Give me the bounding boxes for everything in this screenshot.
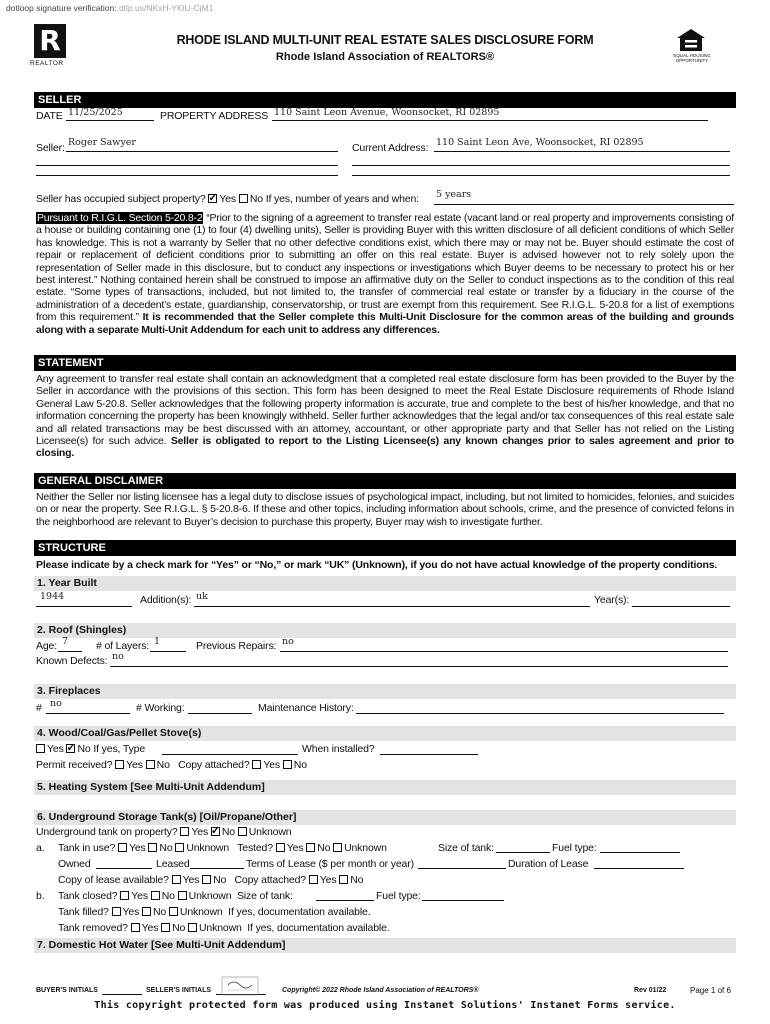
roof-layers-value: 1 bbox=[154, 636, 161, 647]
permit-label: Permit received? bbox=[36, 759, 113, 771]
closed-fuel-label: Fuel type: bbox=[376, 890, 421, 902]
tank-property-no-checkbox[interactable] bbox=[211, 827, 220, 836]
seller-initials-label: SELLER'S INITIALS bbox=[146, 987, 212, 994]
additions-field[interactable] bbox=[194, 592, 590, 607]
closed-no-label: No bbox=[161, 890, 175, 902]
seller-header: SELLER bbox=[34, 92, 736, 108]
copy-attached-label: Copy attached? bbox=[178, 759, 250, 771]
structure-header: STRUCTURE bbox=[34, 540, 736, 556]
pursuant-highlight: Pursuant to R.I.G.L. Section 5-20.8-2 bbox=[37, 212, 203, 224]
tank-a-label: a. bbox=[36, 842, 45, 854]
addition-years-field[interactable] bbox=[632, 592, 730, 607]
roof-defects-label: Known Defects: bbox=[36, 655, 108, 667]
lease-available-yes-checkbox[interactable] bbox=[172, 875, 181, 884]
tested-yes-checkbox[interactable] bbox=[276, 843, 285, 852]
roof-heading: 2. Roof (Shingles) bbox=[34, 623, 736, 638]
current-address-value: 110 Saint Leon Ave, Woonsocket, RI 02895 bbox=[436, 137, 644, 148]
additions-label: Addition(s): bbox=[140, 594, 192, 606]
fireplace-count-value: no bbox=[50, 698, 62, 709]
years-value: 5 years bbox=[436, 189, 472, 200]
roof-age-value: 7 bbox=[62, 636, 69, 647]
seller-name-value: Roger Sawyer bbox=[68, 137, 136, 148]
in-use-unknown-checkbox[interactable] bbox=[175, 843, 184, 852]
filled-no-label: No bbox=[152, 906, 167, 918]
lease-available-no-label: No bbox=[213, 874, 227, 886]
fireplace-working-field[interactable] bbox=[188, 699, 252, 714]
filled-unknown-checkbox[interactable] bbox=[169, 907, 178, 916]
closed-fuel-field[interactable] bbox=[422, 887, 504, 901]
occupied-yes-label: Yes bbox=[219, 193, 237, 205]
permit-no-checkbox[interactable] bbox=[146, 760, 155, 769]
verification-label: dotloop signature verification: bbox=[6, 3, 117, 13]
roof-layers-label: # of Layers: bbox=[96, 640, 150, 652]
tank-size-label: Size of tank: bbox=[438, 842, 494, 854]
closed-unknown-label: Unknown bbox=[188, 890, 232, 902]
closed-yes-label: Yes bbox=[131, 890, 148, 902]
tested-yes-label: Yes bbox=[286, 842, 304, 854]
closed-size-field[interactable] bbox=[316, 887, 374, 901]
lease-terms-label: Terms of Lease ($ per month or year) bbox=[246, 858, 414, 870]
tanks-row-lease-copy bbox=[58, 874, 363, 886]
tank-size-field[interactable] bbox=[496, 839, 550, 853]
tank-in-use-label: Tank in use? bbox=[58, 842, 116, 854]
realtor-logo-icon: R bbox=[34, 24, 66, 58]
seller-initials-stamp-icon bbox=[220, 975, 260, 999]
fireplaces-heading: 3. Fireplaces bbox=[34, 684, 736, 699]
tested-no-checkbox[interactable] bbox=[306, 843, 315, 852]
filled-unknown-label: Unknown bbox=[179, 906, 223, 918]
statement-paragraph bbox=[36, 373, 734, 460]
roof-age-label: Age: bbox=[36, 640, 57, 652]
fireplace-working-label: # Working: bbox=[136, 702, 185, 714]
current-address-label: Current Address: bbox=[352, 142, 429, 154]
form-subtitle: Rhode Island Association of REALTORS® bbox=[275, 51, 495, 63]
statement-header: STATEMENT bbox=[34, 355, 736, 371]
tanks-row-filled bbox=[58, 906, 370, 918]
occupied-no-label: No If yes, number of years and when: bbox=[249, 193, 419, 205]
tanks-row-on-property bbox=[36, 826, 291, 838]
lease-attached-yes-label: Yes bbox=[319, 874, 337, 886]
in-use-no-checkbox[interactable] bbox=[148, 843, 157, 852]
lease-attached-yes-checkbox[interactable] bbox=[309, 875, 318, 884]
occupied-row bbox=[36, 193, 419, 205]
tank-filled-label: Tank filled? bbox=[58, 906, 109, 918]
tank-closed-label: Tank closed? bbox=[58, 890, 118, 902]
roof-repairs-label: Previous Repairs: bbox=[196, 640, 277, 652]
seller-extra-line-1[interactable] bbox=[36, 160, 338, 166]
tested-no-label: No bbox=[317, 842, 331, 854]
address-extra-line-2[interactable] bbox=[352, 170, 730, 176]
filled-doc-label: If yes, documentation available. bbox=[228, 906, 371, 918]
occupied-label: Seller has occupied subject property? bbox=[36, 193, 206, 205]
tank-property-yes-label: Yes bbox=[191, 826, 209, 838]
copy-yes-label: Yes bbox=[263, 759, 280, 771]
copy-no-label: No bbox=[293, 759, 307, 771]
removed-unknown-checkbox[interactable] bbox=[188, 923, 197, 932]
tanks-row-a1 bbox=[58, 842, 387, 854]
stoves-heading: 4. Wood/Coal/Gas/Pellet Stove(s) bbox=[34, 726, 736, 741]
stove-installed-label: When installed? bbox=[302, 743, 375, 755]
stove-type-field[interactable] bbox=[162, 740, 298, 755]
address-extra-line-1[interactable] bbox=[352, 160, 730, 166]
tank-property-yes-checkbox[interactable] bbox=[180, 827, 189, 836]
heating-heading: 5. Heating System [See Multi-Unit Addendum] bbox=[34, 780, 736, 795]
instanet-notice: This copyright protected form was produced using Instanet Solutions' Instanet Forms service. bbox=[94, 1000, 676, 1011]
disclaimer-paragraph: Neither the Seller nor listing licensee has a legal duty to disclose issues of psychological impact, including, but not limited to homicides, felonies, and suicides on or near the property. See R.I.G.L. § 5-20.8-6. If these and other topics, including information about schools, crime, and the presence of convicted felons in the neighborhood are relevant to Buyer’s decision to purchase this property, Buyer may wish to investigate further. bbox=[36, 491, 734, 528]
occupied-no-checkbox[interactable] bbox=[239, 194, 248, 203]
closed-no-checkbox[interactable] bbox=[151, 891, 160, 900]
tanks-row-closed bbox=[58, 890, 293, 902]
equal-housing-caption: EQUAL HOUSING OPPORTUNITY bbox=[673, 53, 711, 63]
lease-copy-attached-label: Copy attached? bbox=[234, 874, 306, 886]
pursuant-paragraph bbox=[36, 212, 734, 336]
dotloop-verification bbox=[6, 3, 213, 13]
structure-instruction: Please indicate by a check mark for “Yes” or “No,” or mark “UK” (Unknown), if you do not have actual knowledge of the property conditions. bbox=[36, 559, 718, 571]
closed-size-label: Size of tank: bbox=[236, 890, 293, 902]
maintenance-history-label: Maintenance History: bbox=[258, 702, 354, 714]
date-label: DATE bbox=[36, 110, 63, 122]
lease-attached-no-checkbox[interactable] bbox=[339, 875, 348, 884]
closed-yes-checkbox[interactable] bbox=[120, 891, 129, 900]
hot-water-heading: 7. Domestic Hot Water [See Multi-Unit Addendum] bbox=[34, 938, 736, 953]
page-number: Page 1 of 6 bbox=[690, 986, 731, 995]
tank-property-unknown-checkbox[interactable] bbox=[238, 827, 247, 836]
filled-no-checkbox[interactable] bbox=[142, 907, 151, 916]
verification-url[interactable]: dtlp.us/NKsH-YKlU-CjM1 bbox=[118, 3, 214, 13]
permit-yes-checkbox[interactable] bbox=[115, 760, 124, 769]
in-use-yes-label: Yes bbox=[128, 842, 146, 854]
property-address-value: 110 Saint Leon Avenue, Woonsocket, RI 02895 bbox=[274, 107, 500, 118]
fireplace-count-label: # bbox=[36, 702, 42, 714]
filled-yes-checkbox[interactable] bbox=[112, 907, 121, 916]
pursuant-text: “Prior to the signing of a agreement to transfer real estate (vacant land or real property and improvements consisting of a house or building containing one (1) to four (4) dwelling units), Seller is providing Buyer with this written disclosure of all deficient conditions of which Seller has knowledge. This is not a warranty by Seller that no other defective conditions exist, which there may or may not be. Buyer should estimate the cost of repair or replacement of deficient conditions prior to submitting an offer on this real estate. Buyer is advised however not to rely solely upon the representation of Seller made in this disclosure, but to conduct any inspections or investigations which Buyer deems to be necessary to protect his or her best interest.” Nothing contained herein shall be construed to impose an affirmative duty on the Seller to conduct inspections as to the condition of this real estate. “Some types of transactions, included, but not limited to, the transfer of commercial real estate or transfer by a fiduciary in the course of the administration of a decedent’s estate, guardianship, conservatorship, or trust are exempt from this requirement. See R.I.G.L. 5-20.8 for a list of exemptions from this requirement.” bbox=[36, 212, 735, 324]
pursuant-bold: It is recommended that the Seller complete this Multi-Unit Disclosure for the common areas of the building and grounds along with a separate Multi-Unit Addendum for each unit to address any differences. bbox=[36, 311, 734, 336]
lease-duration-field[interactable] bbox=[594, 855, 684, 869]
form-title: RHODE ISLAND MULTI-UNIT REAL ESTATE SALES DISCLOSURE FORM bbox=[176, 33, 594, 47]
removed-no-label: No bbox=[172, 922, 186, 934]
tank-on-property-label: Underground tank on property? bbox=[36, 826, 178, 838]
removed-unknown-label: Unknown bbox=[199, 922, 242, 934]
lease-duration-label: Duration of Lease bbox=[508, 858, 589, 870]
tank-fuel-label: Fuel type: bbox=[552, 842, 597, 854]
in-use-yes-checkbox[interactable] bbox=[118, 843, 127, 852]
tested-label: Tested? bbox=[237, 842, 273, 854]
additions-value: uk bbox=[196, 591, 208, 602]
removed-yes-label: Yes bbox=[141, 922, 159, 934]
revision-text: Rev 01/22 bbox=[634, 987, 667, 994]
addition-years-label: Year(s): bbox=[594, 594, 630, 606]
property-address-label: PROPERTY ADDRESS bbox=[160, 110, 269, 122]
owned-field[interactable] bbox=[96, 855, 152, 869]
year-built-heading: 1. Year Built bbox=[34, 576, 736, 591]
lease-available-no-checkbox[interactable] bbox=[202, 875, 211, 884]
disclaimer-header: GENERAL DISCLAIMER bbox=[34, 473, 736, 489]
seller-extra-line-2[interactable] bbox=[36, 170, 338, 176]
tank-removed-label: Tank removed? bbox=[58, 922, 128, 934]
filled-yes-label: Yes bbox=[122, 906, 140, 918]
lease-available-yes-label: Yes bbox=[182, 874, 200, 886]
statement-text: Any agreement to transfer real estate shall contain an acknowledgment that a completed real estate disclosure form has been provided to the Buyer by the Seller in accordance with the provisions of this section. This form has been designed to meet the Real Estate Disclosure requirements of Rhode Island General Law 5-20.8. Seller acknowledges that the following property information is accurate, true and complete to the best of his/her knowledge, and that no information concerning the property has been knowingly withheld. Seller further acknowledges that the legal and/or tax consequences of this real estate sale and all related transactions may be best discussed with an attorney, accountant, or other appropriate party and that Seller has not relied on the Listing Licensee(s) for such advice. bbox=[36, 373, 734, 448]
leased-label: Leased bbox=[156, 858, 190, 870]
leased-field[interactable] bbox=[190, 855, 244, 869]
lease-attached-no-label: No bbox=[350, 874, 364, 886]
closed-unknown-checkbox[interactable] bbox=[178, 891, 187, 900]
stove-no-checkbox[interactable] bbox=[66, 744, 75, 753]
years-field[interactable] bbox=[434, 190, 734, 205]
copy-yes-checkbox[interactable] bbox=[252, 760, 261, 769]
stove-yes-label: Yes bbox=[47, 743, 64, 755]
tested-unknown-label: Unknown bbox=[344, 842, 387, 854]
stove-yes-checkbox[interactable] bbox=[36, 744, 45, 753]
year-built-value: 1944 bbox=[40, 591, 65, 602]
stove-no-label: No If yes, Type bbox=[77, 743, 146, 755]
realtor-logo-caption: REALTOR bbox=[30, 60, 64, 67]
tested-unknown-checkbox[interactable] bbox=[333, 843, 342, 852]
removed-yes-checkbox[interactable] bbox=[131, 923, 140, 932]
seller-label: Seller: bbox=[36, 142, 65, 154]
permit-no-label: No bbox=[156, 759, 170, 771]
buyer-initials-label: BUYER'S INITIALS bbox=[36, 987, 98, 994]
in-use-no-label: No bbox=[159, 842, 173, 854]
stove-installed-field[interactable] bbox=[380, 740, 478, 755]
removed-doc-label: If yes, documentation available. bbox=[247, 922, 390, 934]
stoves-row-2 bbox=[36, 759, 307, 771]
in-use-unknown-label: Unknown bbox=[186, 842, 230, 854]
roof-defects-field[interactable] bbox=[110, 652, 728, 667]
stoves-row-1 bbox=[36, 743, 145, 755]
tanks-row-removed bbox=[58, 922, 390, 934]
tank-fuel-field[interactable] bbox=[600, 839, 680, 853]
removed-no-checkbox[interactable] bbox=[161, 923, 170, 932]
statement-bold: Seller is obligated to report to the Listing Licensee(s) any known changes prior to sales agreement and prior to closing. bbox=[36, 435, 734, 460]
occupied-yes-checkbox[interactable] bbox=[208, 194, 217, 203]
copy-no-checkbox[interactable] bbox=[283, 760, 292, 769]
maintenance-history-field[interactable] bbox=[356, 699, 724, 714]
lease-terms-field[interactable] bbox=[418, 855, 506, 869]
date-value: 11/25/2025 bbox=[68, 107, 123, 118]
lease-copy-available-label: Copy of lease available? bbox=[58, 874, 169, 886]
tank-property-unknown-label: Unknown bbox=[248, 826, 292, 838]
copyright-text: Copyright© 2022 Rhode Island Association of REALTORS® bbox=[282, 987, 479, 994]
tanks-heading: 6. Underground Storage Tank(s) [Oil/Propane/Other] bbox=[34, 810, 736, 825]
roof-repairs-value: no bbox=[282, 636, 294, 647]
permit-yes-label: Yes bbox=[126, 759, 143, 771]
roof-defects-value: no bbox=[112, 651, 124, 662]
buyer-initials-field[interactable] bbox=[102, 985, 142, 995]
roof-repairs-field[interactable] bbox=[280, 637, 728, 652]
owned-label: Owned bbox=[58, 858, 91, 870]
tank-b-label: b. bbox=[36, 890, 45, 902]
tank-property-no-label: No bbox=[221, 826, 235, 838]
